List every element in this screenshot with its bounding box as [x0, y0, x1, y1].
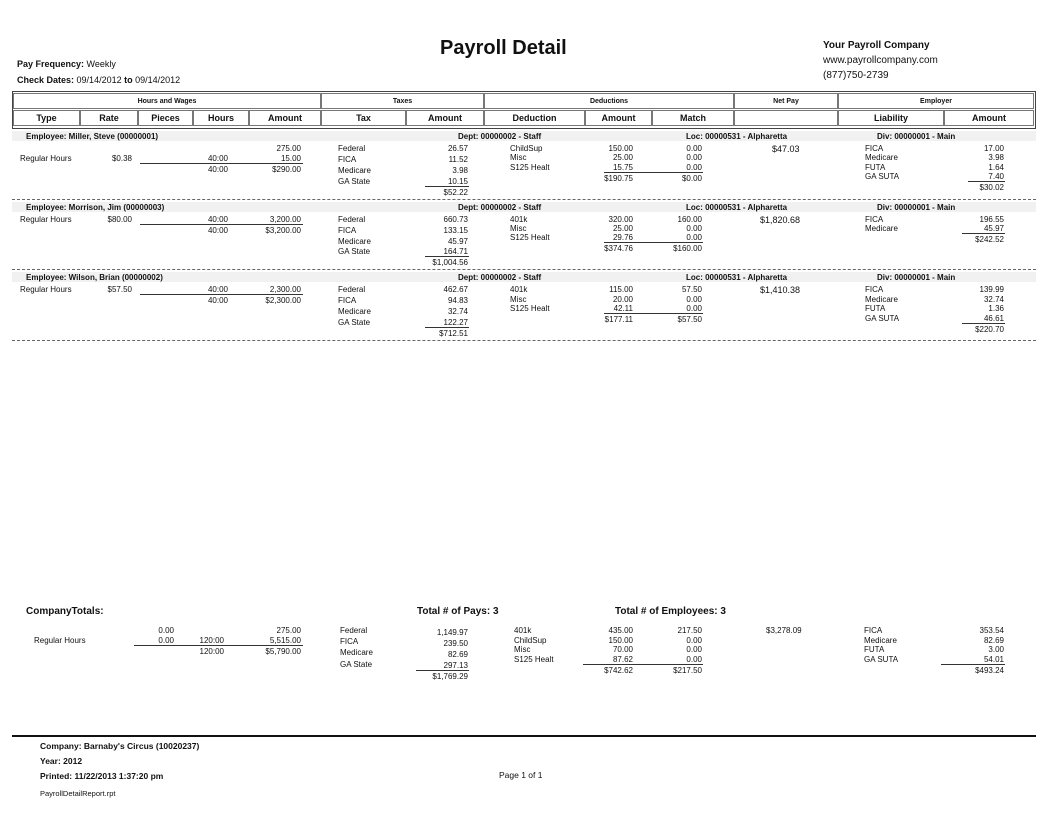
tax-name: GA State: [338, 177, 371, 186]
totals-liability-amount: 353.54: [979, 626, 1004, 635]
totals-wage-rule: [134, 645, 303, 646]
to-label: to: [124, 75, 133, 85]
totals-deduction-match: 0.00: [686, 645, 702, 654]
deduction-name: ChildSup: [510, 144, 543, 153]
wage-rate: $57.50: [107, 285, 132, 294]
totals-match-total: $217.50: [673, 666, 702, 675]
col-hours: Hours: [193, 110, 249, 126]
deduction-total-rule: [604, 172, 703, 173]
tax-name: Federal: [338, 285, 366, 294]
employee-header: Employee: Miller, Steve (00000001): [26, 132, 159, 141]
totals-tax-amount: 1,149.97: [436, 628, 468, 637]
tax-amount: 3.98: [452, 166, 468, 175]
totals-liability-amount: 82.69: [983, 636, 1004, 645]
liability-total: $242.52: [975, 235, 1004, 244]
wage-rate: $0.38: [111, 154, 132, 163]
wage-total-rule: [140, 224, 303, 225]
tax-amount: 660.73: [443, 215, 468, 224]
deduction-amount: 15.75: [612, 163, 633, 172]
match-total: $160.00: [673, 244, 702, 253]
tax-amount: 26.57: [447, 144, 468, 153]
deduction-amount: 42.11: [613, 304, 633, 313]
liability-amount: 45.97: [983, 224, 1004, 233]
liability-amount: 1.36: [988, 304, 1004, 313]
liability-amount: 1.64: [988, 163, 1004, 172]
liability-total: $220.70: [975, 325, 1004, 334]
deduction-match: 0.00: [686, 153, 702, 162]
col-deduction: Deduction: [484, 110, 585, 126]
deduction-total: $190.75: [604, 174, 633, 183]
deduction-match: 0.00: [686, 163, 702, 172]
deduction-amount: 25.00: [612, 224, 633, 233]
tax-amount: 10.15: [447, 177, 468, 186]
deduction-name: S125 Healt: [510, 304, 550, 313]
payroll-company-name: Your Payroll Company: [823, 40, 930, 51]
deduction-total-rule: [604, 242, 703, 243]
tax-name: GA State: [338, 247, 371, 256]
liability-amount: 32.74: [983, 295, 1004, 304]
totals-type: Regular Hours: [34, 636, 86, 645]
wage-total-amount: $3,200.00: [265, 226, 301, 235]
deduction-name: S125 Healt: [510, 163, 550, 172]
totals-deduction-match: 0.00: [686, 655, 702, 664]
employee-div: Div: 00000001 - Main: [877, 203, 956, 212]
deduction-match: 0.00: [686, 224, 702, 233]
tax-name: Federal: [338, 144, 366, 153]
totals-deduction-name: S125 Healt: [514, 655, 554, 664]
check-date-from: 09/14/2012: [76, 75, 122, 85]
wage-extra-amount: 275.00: [276, 144, 301, 153]
totals-row2-hours: 120:00: [199, 636, 224, 645]
totals-deduction-name: 401k: [514, 626, 532, 635]
liability-total-rule: [962, 233, 1005, 234]
liability-name: Medicare: [865, 224, 898, 233]
employee-dept: Dept: 00000002 - Staff: [458, 132, 542, 141]
totals-liability-name: FICA: [864, 626, 883, 635]
employee-dept: Dept: 00000002 - Staff: [458, 273, 542, 282]
section-employer: Employer: [838, 93, 1034, 109]
tax-amount: 45.97: [447, 237, 468, 246]
total-employees: Total # of Employees: 3: [615, 606, 726, 617]
footer-filename: PayrollDetailReport.rpt: [40, 789, 116, 798]
tax-name: GA State: [338, 318, 371, 327]
wage-total-hours: 40:00: [207, 296, 228, 305]
wage-hours: 40:00: [207, 154, 228, 163]
employee-div: Div: 00000001 - Main: [877, 132, 956, 141]
net-pay: $1,820.68: [760, 215, 801, 225]
wage-rate: $80.00: [107, 215, 132, 224]
employee-separator: [12, 199, 1036, 200]
tax-total: $1,004.56: [432, 258, 468, 267]
totals-tax-name: Federal: [340, 626, 368, 635]
payroll-company-website: www.payrollcompany.com: [823, 55, 938, 66]
tax-total-rule: [425, 186, 469, 187]
deduction-match: 0.00: [686, 233, 702, 242]
tax-name: Medicare: [338, 237, 371, 246]
totals-deduction-match: 217.50: [677, 626, 702, 635]
col-tax: Tax: [321, 110, 406, 126]
wage-total-amount: $290.00: [272, 165, 301, 174]
wage-type: Regular Hours: [20, 285, 72, 294]
totals-hours: 120:00: [199, 647, 224, 656]
wage-type: Regular Hours: [20, 215, 72, 224]
tax-total: $712.51: [439, 329, 468, 338]
totals-row1-amount: 275.00: [276, 626, 301, 635]
tax-amount: 462.67: [443, 285, 468, 294]
totals-deduction-amount: 70.00: [612, 645, 633, 654]
deduction-name: Misc: [510, 153, 527, 162]
section-deductions: Deductions: [484, 93, 734, 109]
company-totals-label: CompanyTotals:: [26, 606, 104, 617]
check-dates: [17, 76, 180, 85]
deduction-name: 401k: [510, 285, 528, 294]
pay-frequency-label: Pay Frequency:: [17, 59, 85, 69]
tax-amount: 11.52: [448, 155, 468, 164]
totals-tax-amount: 239.50: [443, 639, 468, 648]
wage-total-amount: $2,300.00: [265, 296, 301, 305]
totals-row1-pieces: 0.00: [158, 626, 174, 635]
footer-page-number: Page 1 of 1: [499, 770, 543, 780]
section-net-pay: Net Pay: [734, 93, 838, 109]
tax-name: Medicare: [338, 307, 371, 316]
col-liability: Liability: [838, 110, 944, 126]
totals-tax-amount: 82.69: [447, 650, 468, 659]
wage-hours: 40:00: [207, 215, 228, 224]
employee-dept: Dept: 00000002 - Staff: [458, 203, 542, 212]
totals-tax-name: Medicare: [340, 648, 373, 657]
wage-amount: 2,300.00: [269, 285, 301, 294]
tax-name: Federal: [338, 215, 366, 224]
footer-year: Year: 2012: [40, 756, 83, 766]
liability-name: FUTA: [865, 304, 886, 313]
col-amount: Amount: [249, 110, 321, 126]
deduction-total-rule: [604, 313, 703, 314]
totals-net-pay: $3,278.09: [766, 626, 802, 635]
totals-liability-name: Medicare: [864, 636, 897, 645]
net-pay: $1,410.38: [760, 285, 801, 295]
deduction-amount: 29.76: [612, 233, 633, 242]
totals-row2-amount: 5,515.00: [269, 636, 301, 645]
totals-tax-rule: [416, 670, 469, 671]
liability-name: Medicare: [865, 295, 898, 304]
deduction-total: $374.76: [604, 244, 633, 253]
liability-amount: 7.40: [988, 172, 1004, 181]
totals-deduction-amount: 435.00: [608, 626, 633, 635]
employee-header: Employee: Wilson, Brian (00000002): [26, 273, 163, 282]
deduction-match: 0.00: [686, 304, 702, 313]
match-total: $57.50: [677, 315, 702, 324]
deduction-match: 0.00: [686, 295, 702, 304]
tax-total-rule: [425, 256, 469, 257]
deduction-match: 0.00: [686, 144, 702, 153]
employee-separator: [12, 340, 1036, 341]
pay-frequency: [17, 60, 116, 69]
liability-name: GA SUTA: [865, 172, 900, 181]
wage-total-hours: 40:00: [207, 165, 228, 174]
col-liab-amount: Amount: [944, 110, 1034, 126]
totals-liability-amount: 3.00: [988, 645, 1004, 654]
wage-amount: 3,200.00: [269, 215, 301, 224]
totals-liability-rule: [941, 664, 1005, 665]
wage-hours: 40:00: [207, 285, 228, 294]
deduction-amount: 115.00: [609, 285, 633, 294]
totals-deduction-name: Misc: [514, 645, 531, 654]
deduction-name: 401k: [510, 215, 528, 224]
employee-header: Employee: Morrison, Jim (00000003): [26, 203, 165, 212]
report-title: Payroll Detail: [440, 37, 567, 59]
liability-name: FICA: [865, 144, 884, 153]
payroll-company-phone: (877)750-2739: [823, 70, 889, 81]
liability-amount: 46.61: [983, 314, 1004, 323]
liability-name: FICA: [865, 285, 884, 294]
col-match: Match: [652, 110, 734, 126]
liability-name: GA SUTA: [865, 314, 900, 323]
totals-liability-name: GA SUTA: [864, 655, 899, 664]
liability-total-rule: [968, 181, 1005, 182]
tax-total-rule: [425, 327, 469, 328]
match-total: $0.00: [681, 174, 702, 183]
deduction-amount: 20.00: [612, 295, 633, 304]
tax-amount: 164.71: [443, 247, 468, 256]
totals-row2-pieces: 0.00: [158, 636, 174, 645]
totals-tax-amount: 297.13: [443, 661, 468, 670]
totals-deduction-total: $742.62: [604, 666, 633, 675]
liability-name: Medicare: [865, 153, 898, 162]
tax-amount: 122.27: [443, 318, 468, 327]
net-pay: $47.03: [772, 144, 800, 154]
totals-amount: $5,790.00: [265, 647, 301, 656]
tax-amount: 133.15: [443, 226, 468, 235]
tax-amount: 94.83: [447, 296, 468, 305]
tax-name: Medicare: [338, 166, 371, 175]
wage-total-rule: [140, 163, 303, 164]
deduction-amount: 25.00: [612, 153, 633, 162]
check-dates-label: Check Dates:: [17, 75, 75, 85]
deduction-match: 57.50: [681, 285, 702, 294]
tax-name: FICA: [338, 296, 357, 305]
totals-deduction-amount: 87.62: [612, 655, 633, 664]
col-rate: Rate: [80, 110, 138, 126]
totals-deduction-name: ChildSup: [514, 636, 547, 645]
col-net-pay: [734, 110, 838, 126]
totals-deduction-amount: 150.00: [608, 636, 633, 645]
wage-total-hours: 40:00: [207, 226, 228, 235]
deduction-name: Misc: [510, 224, 527, 233]
section-taxes: Taxes: [321, 93, 484, 109]
deduction-amount: 150.00: [608, 144, 633, 153]
liability-amount: 196.55: [979, 215, 1004, 224]
tax-amount: 32.74: [447, 307, 468, 316]
wage-amount: 15.00: [280, 154, 301, 163]
totals-liability-total: $493.24: [975, 666, 1004, 675]
totals-tax-name: FICA: [340, 637, 359, 646]
totals-tax-total: $1,769.29: [432, 672, 468, 681]
total-pays: Total # of Pays: 3: [417, 606, 499, 617]
employee-div: Div: 00000001 - Main: [877, 273, 956, 282]
liability-total-rule: [962, 323, 1005, 324]
totals-deduction-match: 0.00: [686, 636, 702, 645]
totals-deduction-rule: [583, 664, 703, 665]
footer-printed: Printed: 11/22/2013 1:37:20 pm: [40, 771, 164, 781]
liability-name: FICA: [865, 215, 884, 224]
section-hours-wages: Hours and Wages: [13, 93, 321, 109]
col-ded-amount: Amount: [585, 110, 652, 126]
col-type: Type: [13, 110, 80, 126]
liability-amount: 3.98: [988, 153, 1004, 162]
footer-rule: [12, 735, 1036, 737]
employee-loc: Loc: 00000531 - Alpharetta: [686, 132, 788, 141]
check-date-to: 09/14/2012: [135, 75, 181, 85]
deduction-name: S125 Healt: [510, 233, 550, 242]
tax-name: FICA: [338, 155, 357, 164]
wage-total-rule: [140, 294, 303, 295]
liability-name: FUTA: [865, 163, 886, 172]
deduction-match: 160.00: [677, 215, 702, 224]
liability-total: $30.02: [979, 183, 1004, 192]
col-pieces: Pieces: [138, 110, 193, 126]
liability-amount: 139.99: [979, 285, 1004, 294]
pay-frequency-value: Weekly: [86, 59, 116, 69]
liability-amount: 17.00: [983, 144, 1004, 153]
deduction-total: $177.11: [604, 315, 633, 324]
employee-loc: Loc: 00000531 - Alpharetta: [686, 203, 788, 212]
col-tax-amount: Amount: [406, 110, 484, 126]
tax-name: FICA: [338, 226, 357, 235]
tax-total: $52.22: [443, 188, 468, 197]
employee-separator: [12, 269, 1036, 270]
totals-tax-name: GA State: [340, 660, 373, 669]
deduction-amount: 320.00: [608, 215, 633, 224]
employee-loc: Loc: 00000531 - Alpharetta: [686, 273, 788, 282]
wage-type: Regular Hours: [20, 154, 72, 163]
totals-liability-name: FUTA: [864, 645, 885, 654]
footer-company: Company: Barnaby's Circus (10020237): [40, 741, 200, 751]
deduction-name: Misc: [510, 295, 527, 304]
totals-liability-amount: 54.01: [983, 655, 1004, 664]
